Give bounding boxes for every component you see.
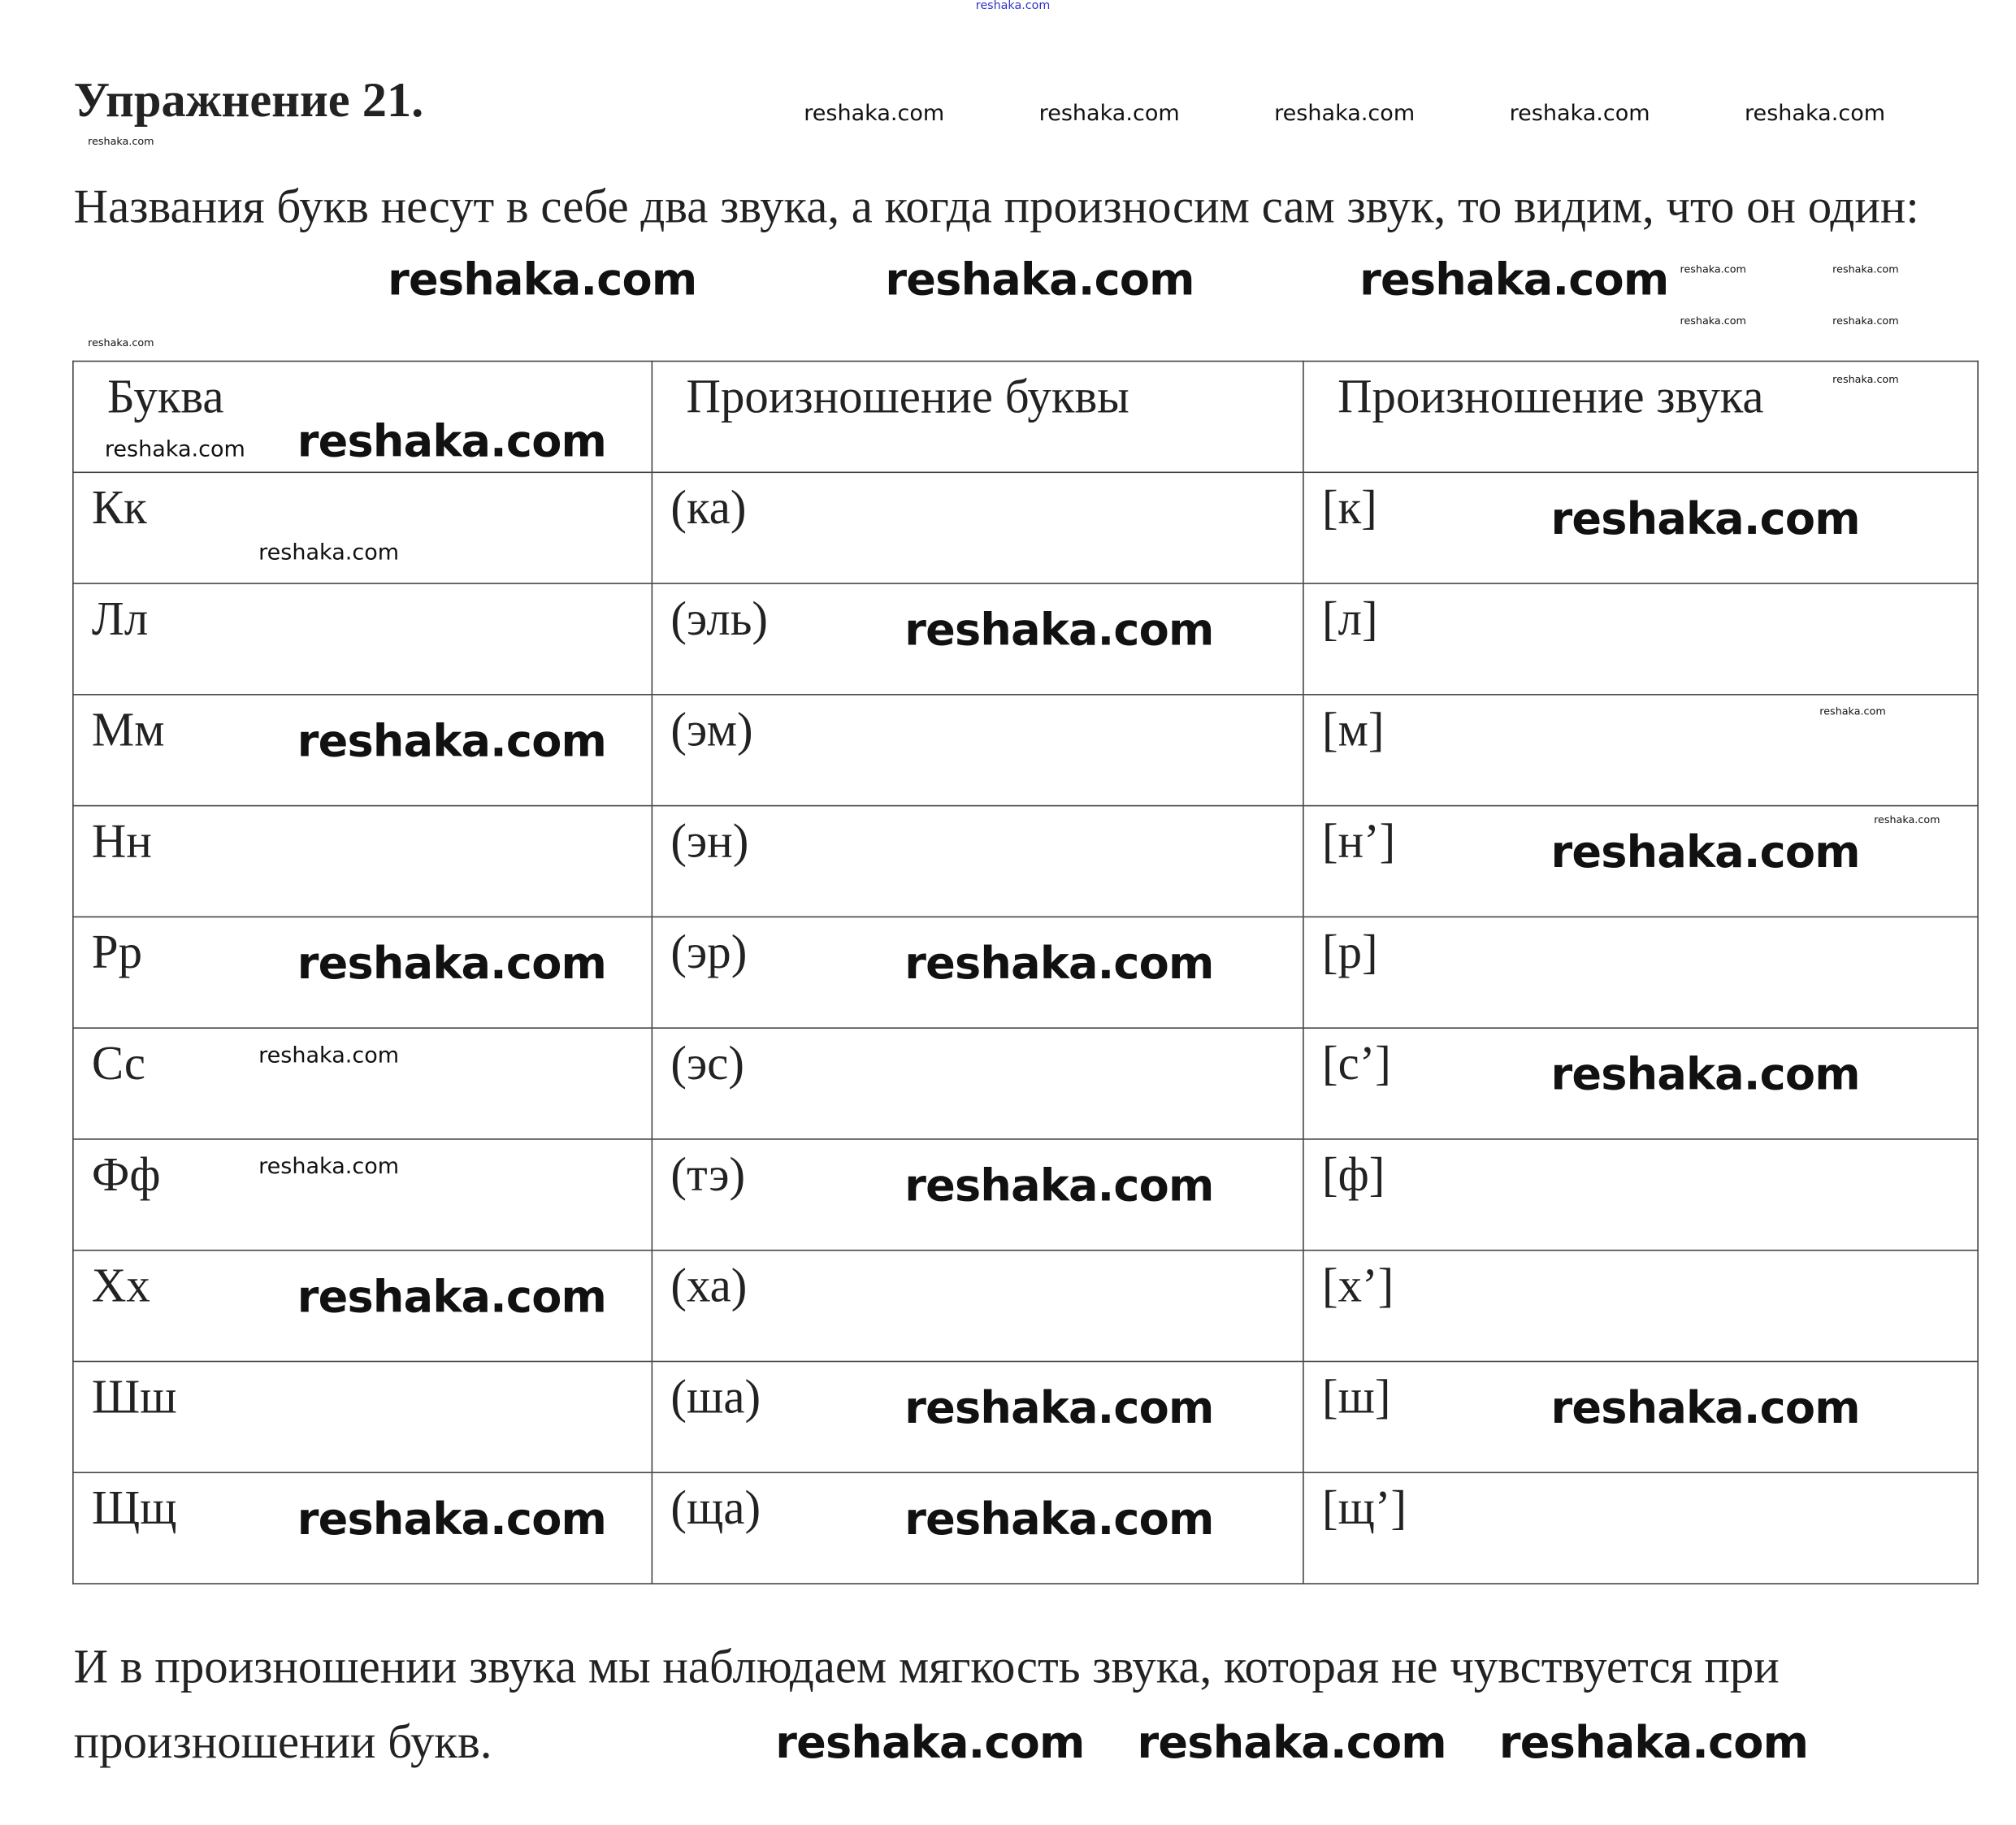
watermark: reshaka.com: [88, 337, 154, 349]
exercise-title: Упражнение 21.: [73, 73, 424, 128]
sound-cell: [р]: [1303, 917, 1978, 1028]
letter-cell: Шш: [73, 1361, 652, 1472]
watermark: reshaka.com: [297, 716, 607, 768]
watermark: reshaka.com: [1550, 1049, 1860, 1102]
watermark: reshaka.com: [1680, 263, 1746, 275]
watermark: reshaka.com: [1274, 101, 1416, 127]
watermark: reshaka.com: [104, 436, 245, 463]
sound-cell: [щ’]: [1303, 1472, 1978, 1584]
sound-cell: [н’]: [1303, 806, 1978, 917]
watermark: reshaka.com: [1745, 101, 1886, 127]
sound-cell: [к]: [1303, 472, 1978, 583]
sound-cell: [м]: [1303, 695, 1978, 806]
watermark: reshaka.com: [1509, 101, 1650, 127]
column-header: Буква: [73, 362, 652, 473]
watermark: reshaka.com: [297, 1271, 607, 1324]
letter-cell: Нн: [73, 806, 652, 917]
watermark: reshaka.com: [1874, 813, 1940, 826]
watermark: reshaka.com: [775, 1717, 1085, 1770]
conclusion-paragraph: И в произношении звука мы наблюдаем мягкость звука, которая не чувствуется при произношении букв.: [73, 1641, 1780, 1770]
watermark: reshaka.com: [1832, 315, 1899, 327]
letter-cell: Рр: [73, 917, 652, 1028]
sound-cell: [с’]: [1303, 1028, 1978, 1139]
watermark: reshaka.com: [904, 1160, 1214, 1212]
watermark: reshaka.com: [904, 605, 1214, 657]
letter-name-cell: (эм): [652, 695, 1303, 806]
watermark: reshaka.com: [1498, 1717, 1809, 1770]
letter-name-cell: (ка): [652, 472, 1303, 583]
letter-name-cell: (эль): [652, 583, 1303, 695]
watermark: reshaka.com: [975, 0, 1051, 13]
letter-name-cell: (эр): [652, 917, 1303, 1028]
watermark: reshaka.com: [904, 938, 1214, 991]
letter-name-cell: (ха): [652, 1251, 1303, 1362]
letter-name-cell: (эс): [652, 1028, 1303, 1139]
watermark: reshaka.com: [904, 1493, 1214, 1546]
letter-cell: Щщ: [73, 1472, 652, 1584]
watermark: reshaka.com: [1137, 1717, 1446, 1770]
watermark: reshaka.com: [885, 254, 1194, 306]
letter-cell: Сс: [73, 1028, 652, 1139]
letter-name-cell: (ща): [652, 1472, 1303, 1584]
watermark: reshaka.com: [1680, 315, 1746, 327]
letter-cell: Мм: [73, 695, 652, 806]
watermark: reshaka.com: [297, 938, 607, 991]
letter-cell: Лл: [73, 583, 652, 695]
watermark: reshaka.com: [258, 1043, 400, 1069]
watermark: reshaka.com: [1550, 1382, 1860, 1435]
intro-paragraph: Названия букв несут в себе два звука, а когда произносим сам звук, то видим, что он один:: [73, 180, 1919, 234]
watermark: reshaka.com: [804, 101, 945, 127]
sound-cell: [ф]: [1303, 1139, 1978, 1251]
watermark: reshaka.com: [904, 1382, 1214, 1435]
column-header: Произношение буквы: [652, 362, 1303, 473]
watermark: reshaka.com: [1832, 263, 1899, 275]
watermark: reshaka.com: [1038, 101, 1180, 127]
watermark: reshaka.com: [1550, 493, 1860, 546]
sound-cell: [л]: [1303, 583, 1978, 695]
watermark: reshaka.com: [1832, 373, 1899, 385]
letter-cell: Хх: [73, 1251, 652, 1362]
watermark: reshaka.com: [1819, 705, 1886, 717]
sound-cell: [х’]: [1303, 1251, 1978, 1362]
letter-name-cell: (эн): [652, 806, 1303, 917]
watermark: reshaka.com: [258, 540, 400, 566]
watermark: reshaka.com: [258, 1154, 400, 1181]
letter-cell: Фф: [73, 1139, 652, 1251]
letter-name-cell: (тэ): [652, 1139, 1303, 1251]
watermark: reshaka.com: [297, 1493, 607, 1546]
letter-cell: Кк: [73, 472, 652, 583]
column-header: Произношение звука: [1303, 362, 1978, 473]
watermark: reshaka.com: [1550, 826, 1860, 879]
sound-cell: [ш]: [1303, 1361, 1978, 1472]
watermark: reshaka.com: [388, 254, 697, 306]
letter-name-cell: (ша): [652, 1361, 1303, 1472]
watermark: reshaka.com: [88, 135, 154, 148]
watermark: reshaka.com: [1359, 254, 1669, 306]
watermark: reshaka.com: [297, 416, 607, 468]
